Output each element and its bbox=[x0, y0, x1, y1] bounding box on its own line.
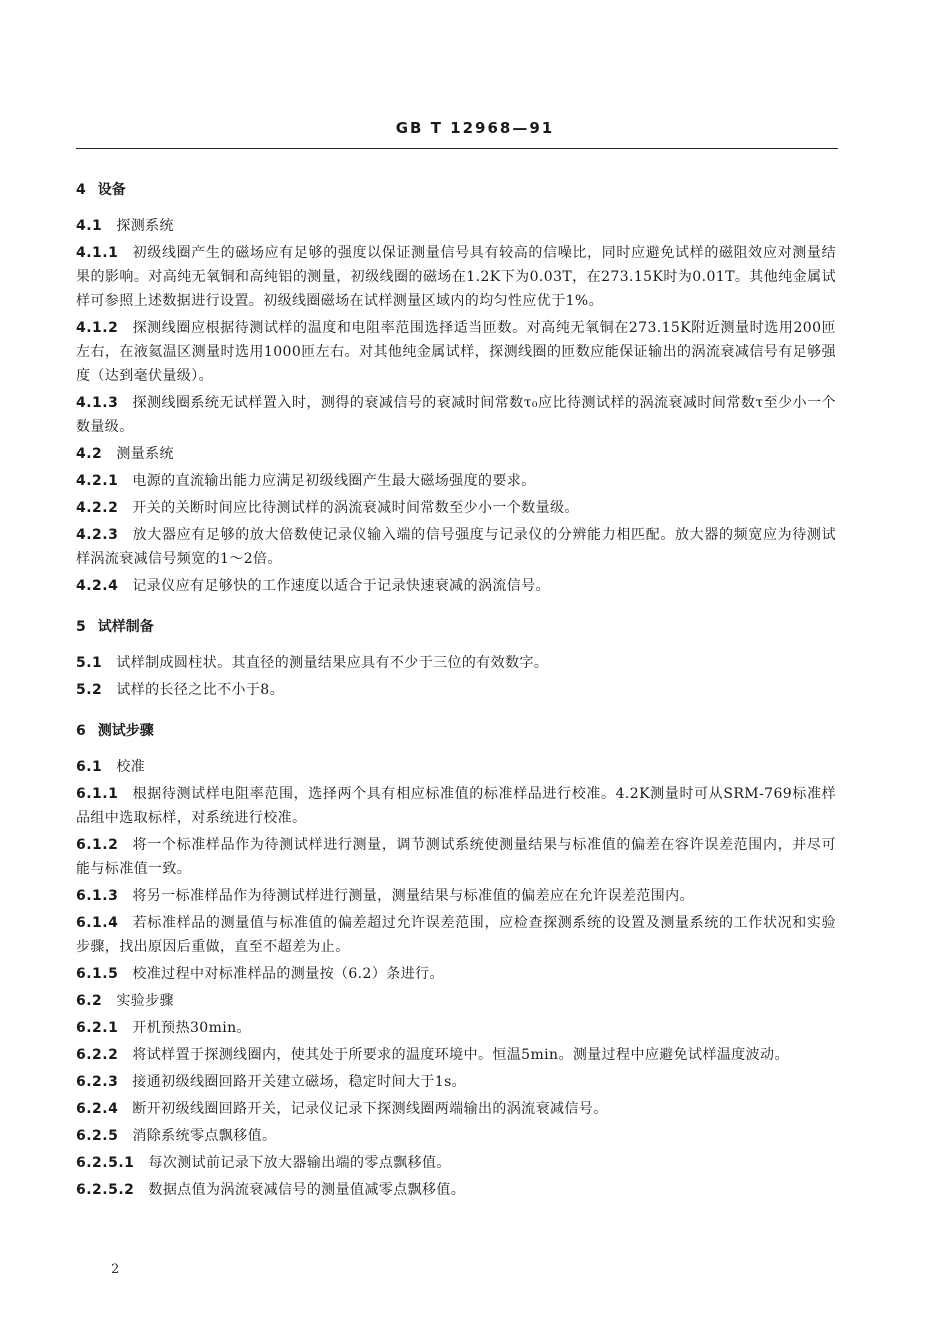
clause-4-1-3: 4.1.3 探测线圈系统无试样置入时，测得的衰减信号的衰减时间常数τ₀应比待测试样的涡流衰减时间常数τ至少小一个数量级。 bbox=[76, 395, 836, 435]
clause-5-1: 5.1 试样制成圆柱状。其直径的测量结果应具有不少于三位的有效数字。 bbox=[76, 655, 549, 671]
clause-6-2-5: 6.2.5 消除系统零点飘移值。 bbox=[76, 1128, 277, 1144]
clause-6-2-1: 6.2.1 开机预热30min。 bbox=[76, 1020, 251, 1036]
clause-4-1-1: 4.1.1 初级线圈产生的磁场应有足够的强度以保证测量信号具有较高的信噪比，同时应避免试样的磁阻效应对测量结果的影响。对高纯无氧铜和高纯铝的测量，初级线圈的磁场在1.2K下为0.03T，在273.15K时为0.01T。其他纯金属试样可参照上述数据进行设置。初级线圈磁场在试样测量区域内的均匀性应优于1%。 bbox=[76, 245, 836, 309]
clause-4-2: 4.2 测量系统 bbox=[76, 446, 174, 462]
clause-4-2-3: 4.2.3 放大器应有足够的放大倍数使记录仪输入端的信号强度与记录仪的分辨能力相匹配。放大器的频宽应为待测试样涡流衰减信号频宽的1～2倍。 bbox=[76, 527, 836, 567]
clause-6-2-2: 6.2.2 将试样置于探测线圈内，使其处于所要求的温度环境中。恒温5min。测量过程中应避免试样温度波动。 bbox=[76, 1047, 789, 1063]
clause-6-2-5-2: 6.2.5.2 数据点值为涡流衰减信号的测量值减零点飘移值。 bbox=[76, 1182, 466, 1198]
clause-6-2-5-1: 6.2.5.1 每次测试前记录下放大器输出端的零点飘移值。 bbox=[76, 1155, 451, 1171]
clause-6-1-2: 6.1.2 将一个标准样品作为待测试样进行测量，调节测试系统使测量结果与标准值的偏差在容许误差范围内，并尽可能与标准值一致。 bbox=[76, 837, 836, 877]
clause-5-2: 5.2 试样的长径之比不小于8。 bbox=[76, 682, 285, 698]
clause-6-2-3: 6.2.3 接通初级线圈回路开关建立磁场，稳定时间大于1s。 bbox=[76, 1074, 467, 1090]
clause-6-2: 6.2 实验步骤 bbox=[76, 993, 174, 1009]
clause-4-2-4: 4.2.4 记录仪应有足够快的工作速度以适合于记录快速衰减的涡流信号。 bbox=[76, 578, 550, 594]
clause-6-1: 6.1 校准 bbox=[76, 759, 146, 775]
section-heading-4: 4 设备 bbox=[76, 182, 126, 198]
page-number: 2 bbox=[111, 1262, 120, 1277]
document-body bbox=[76, 180, 836, 1205]
clause-6-2-4: 6.2.4 断开初级线圈回路开关，记录仪记录下探测线圈两端输出的涡流衰减信号。 bbox=[76, 1101, 608, 1117]
clause-6-1-1: 6.1.1 根据待测试样电阻率范围，选择两个具有相应标准值的标准样品进行校准。4.2K测量时可从SRM-769标准样品组中选取标样，对系统进行校准。 bbox=[76, 786, 836, 826]
clause-6-1-5: 6.1.5 校准过程中对标准样品的测量按（6.2）条进行。 bbox=[76, 966, 444, 982]
clause-6-1-4: 6.1.4 若标准样品的测量值与标准值的偏差超过允许误差范围，应检查探测系统的设置及测量系统的工作状况和实验步骤，找出原因后重做，直至不超差为止。 bbox=[76, 915, 836, 955]
header-rule bbox=[76, 148, 838, 149]
clause-6-1-3: 6.1.3 将另一标准样品作为待测试样进行测量，测量结果与标准值的偏差应在允许误差范围内。 bbox=[76, 888, 694, 904]
clause-4-2-1: 4.2.1 电源的直流输出能力应满足初级线圈产生最大磁场强度的要求。 bbox=[76, 473, 536, 489]
section-heading-5: 5 试样制备 bbox=[76, 619, 154, 635]
clause-4-2-2: 4.2.2 开关的关断时间应比待测试样的涡流衰减时间常数至少小一个数量级。 bbox=[76, 500, 579, 516]
clause-4-1: 4.1 探测系统 bbox=[76, 218, 174, 234]
standard-code-header: GB T 12968—91 bbox=[395, 119, 555, 137]
section-heading-6: 6 测试步骤 bbox=[76, 723, 154, 739]
clause-4-1-2: 4.1.2 探测线圈应根据待测试样的温度和电阻率范围选择适当匝数。对高纯无氧铜在273.15K附近测量时选用200匝左右，在液氦温区测量时选用1000匝左右。对其他纯金属试样，探测线圈的匝数应能保证输出的涡流衰减信号有足够强度（达到毫伏量级）。 bbox=[76, 320, 836, 384]
